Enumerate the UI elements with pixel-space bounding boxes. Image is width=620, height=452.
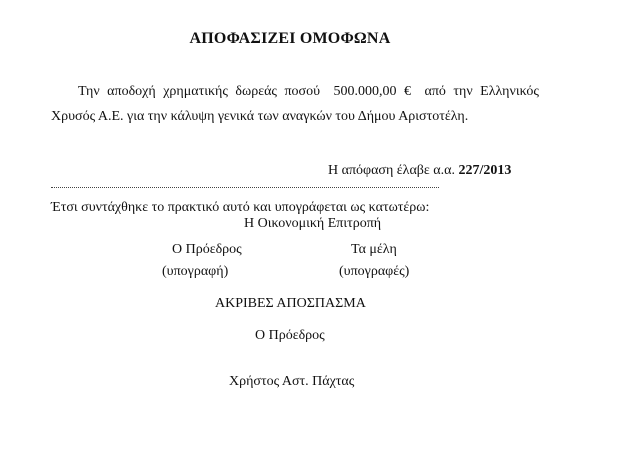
- decision-label: Η απόφαση έλαβε α.α.: [328, 163, 455, 178]
- decision-number: 227/2013: [458, 163, 512, 178]
- paragraph-line-1-prefix: Την αποδοχή χρηματικής δωρεάς ποσού: [78, 84, 320, 99]
- paragraph-line-1-suffix: από την Ελληνικός: [424, 84, 539, 99]
- committee-name: Η Οικονομική Επιτροπή: [244, 216, 382, 231]
- paragraph-line-1: [78, 84, 539, 100]
- president-label: Ο Πρόεδρος: [172, 242, 242, 257]
- members-signature: (υπογραφές): [339, 264, 410, 279]
- decision-number-line: [328, 163, 511, 179]
- members-label: Τα μέλη: [351, 242, 397, 257]
- signed-statement: Έτσι συντάχθηκε το πρακτικό αυτό και υπογράφεται ως κατωτέρω:: [51, 200, 430, 215]
- donation-amount: 500.000,00 €: [333, 84, 411, 99]
- president-label-2: Ο Πρόεδρος: [255, 328, 325, 343]
- dotted-separator: [51, 187, 439, 188]
- document-title: ΑΠΟΦΑΣΙΖΕΙ ΟΜΟΦΩΝΑ: [189, 30, 391, 47]
- exact-copy-heading: ΑΚΡΙΒΕΣ ΑΠΟΣΠΑΣΜΑ: [215, 296, 366, 311]
- president-signature: (υπογραφή): [162, 264, 229, 279]
- president-name: Χρήστος Αστ. Πάχτας: [229, 374, 355, 389]
- paragraph-line-2: Χρυσός Α.Ε. για την κάλυψη γενικά των αναγκών του Δήμου Αριστοτέλη.: [51, 109, 469, 124]
